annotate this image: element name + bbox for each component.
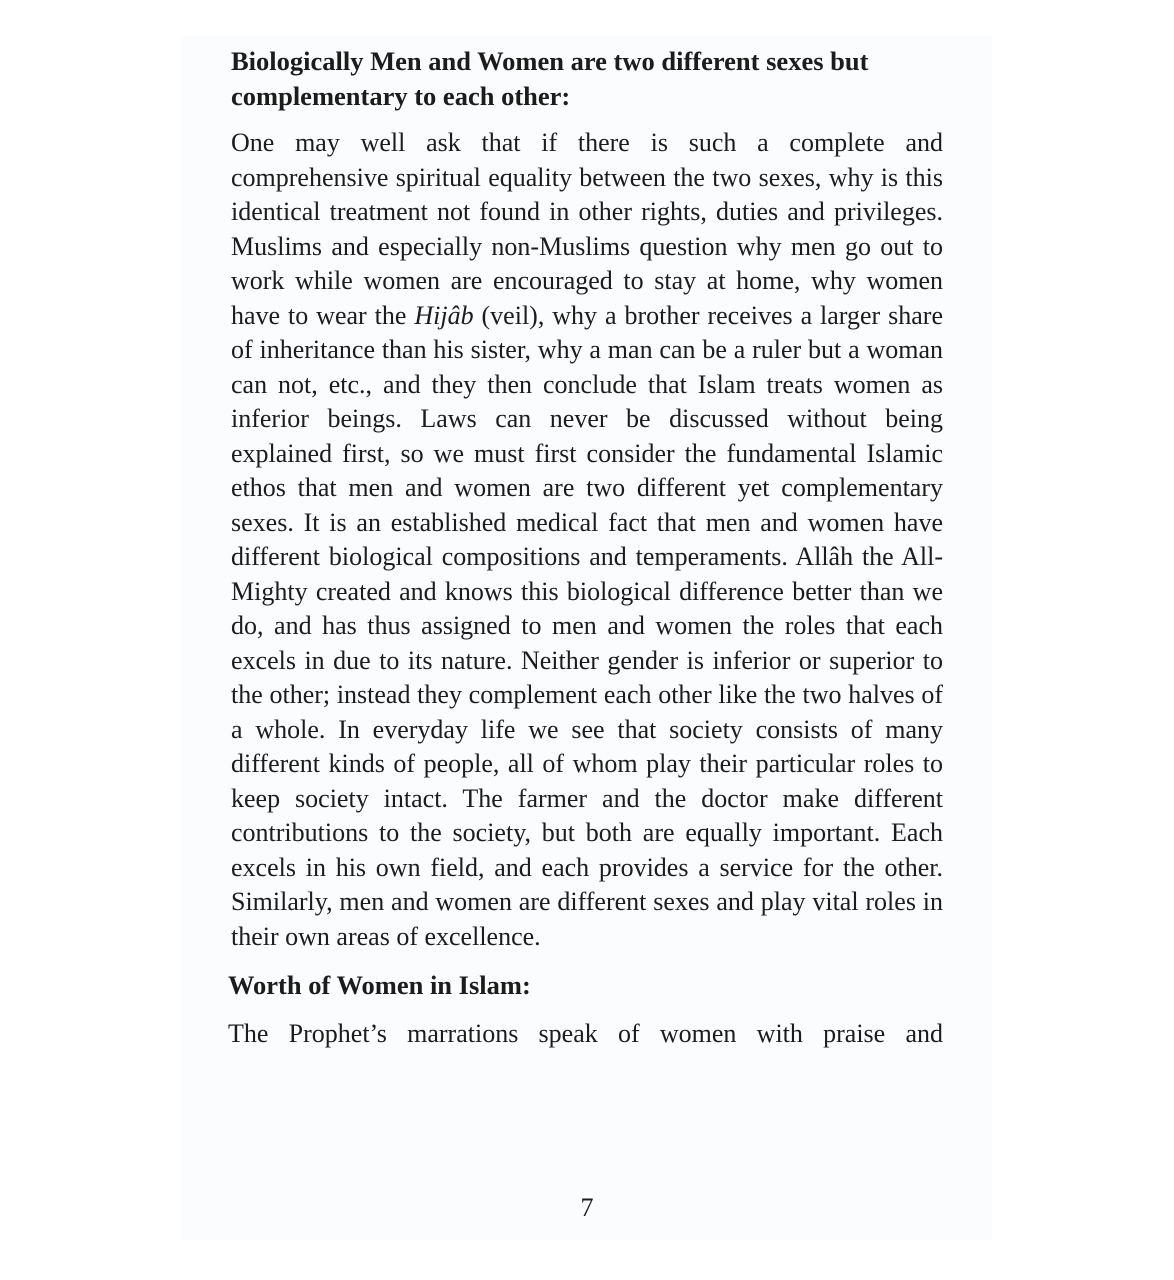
page-content bbox=[228, 44, 943, 1052]
section-heading-biology: Biologically Men and Women are two different sexes but complementary to each other: bbox=[231, 46, 869, 111]
paragraph-text-part-2: (veil), why a brother receives a larger share of inheritance than his sister, why a man can be a ruler but a woman can not, etc., and they then conclude that Islam treats women as inferior beings. Laws can never be discussed without being explained first, so we must first consider the fundamental Islamic ethos that men and women are two different yet complementary sexes. It is an established medical fact that men and women have different biological compositions and temperaments. Allâh the All-Mighty created and knows this biological difference better than we do, and has thus assigned to men and women the roles that each excels in due to its nature. Neither gender is inferior or superior to the other; instead they complement each other like the two halves of a whole. In everyday life we see that society consists of many different kinds of people, all of whom play their particular roles to keep society intact. The farmer and the doctor make different contributions to the society, but both are equally important. Each excels in his own field, and each provides a service for the other. Similarly, men and women are different sexes and play vital roles in their own areas of excellence. bbox=[231, 300, 943, 951]
italic-term-hijab: Hijâb bbox=[414, 300, 474, 330]
page-number: 7 bbox=[580, 1193, 594, 1222]
paragraph-text-part-1: One may well ask that if there is such a complete and comprehensive spiritual equality between the two sexes, why is this identical treatment not found in other rights, duties and privileges. Muslims and especially non-Muslims question why men go out to work while women are encouraged to stay at home, why women have to wear the bbox=[231, 128, 943, 330]
paragraph-worth-of-women: The Prophet’s marrations speak of women with praise and bbox=[228, 1019, 943, 1048]
section-heading-worth-of-women: Worth of Women in Islam: bbox=[228, 970, 531, 1000]
paragraph-biology bbox=[231, 126, 943, 954]
